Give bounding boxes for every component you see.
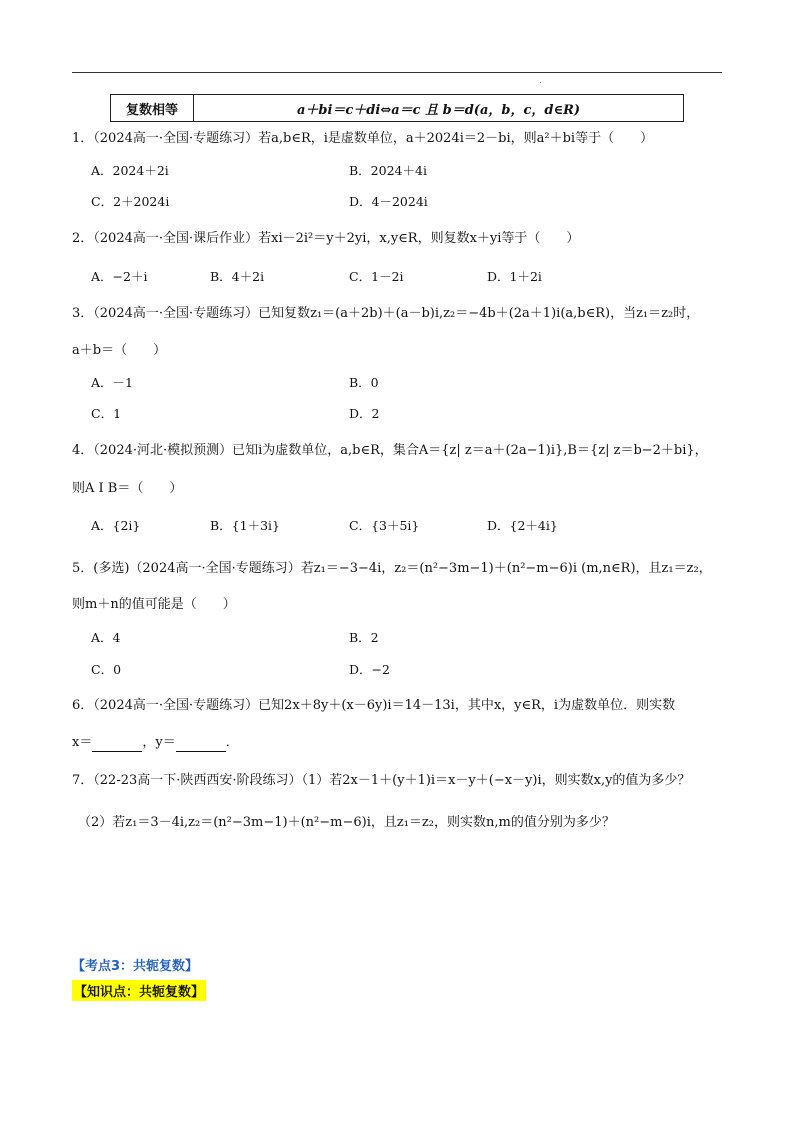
question-5-option-c: C．0 <box>91 662 122 677</box>
speck <box>540 82 541 83</box>
question-6-fill-line <box>72 734 239 752</box>
question-3-option-c: C．1 <box>91 406 122 421</box>
question-3-option-d: D．2 <box>349 406 380 421</box>
question-6-x-label: x＝ <box>72 735 93 750</box>
question-4-option-a: A．{2i} <box>91 518 141 533</box>
question-6-stem: 6．（2024高一·全国·专题练习）已知2x＋8y＋(x－6y)i＝14－13i，其中x，y∈R，i为虚数单位．则实数 <box>72 698 676 713</box>
question-2-option-b: B．4＋2i <box>210 269 265 284</box>
question-2-option-a: A．−2＋i <box>91 269 148 284</box>
question-5-option-d: D．−2 <box>349 662 390 677</box>
question-4-option-d: D．{2＋4i} <box>487 518 558 533</box>
question-4-stem: 4．（2024·河北·模拟预测）已知i为虚数单位，a,b∈R，集合A＝{z| z＝a＋(2a−1)i},B＝{z| z＝b−2＋bi}， <box>72 443 708 458</box>
question-5-option-b: B．2 <box>349 630 379 645</box>
question-4-option-c: C．{3＋5i} <box>349 518 420 533</box>
question-2-option-c: C．1－2i <box>349 269 404 284</box>
question-7-part-2: （2）若z₁＝3－4i,z₂＝(n²−3m−1)＋(n²−m−6)i，且z₁＝z₂，则实数n,m的值分别为多少？ <box>78 815 615 830</box>
question-4-option-b: B．{1＋3i} <box>210 518 280 533</box>
question-7-stem: 7．（22-23高一下·陕西西安·阶段练习）（1）若2x－1＋(y＋1)i＝x－y＋(−x－y)i，则实数x,y的值为多少？ <box>72 773 691 788</box>
question-1-option-d: D．4－2024i <box>349 194 428 209</box>
question-5-stem-cont: 则m＋n的值可能是（ ） <box>72 597 236 612</box>
question-6-y-blank[interactable] <box>176 737 226 752</box>
question-2-stem: 2．（2024高一·全国·课后作业）若xi－2i²＝y＋2yi，x,y∈R，则复数x＋yi等于（ ） <box>72 231 580 246</box>
question-5-stem: 5．(多选)（2024高一·全国·专题练习）若z₁＝−3−4i，z₂＝(n²−3m−1)＋(n²−m−6)i (m,n∈R)，且z₁＝z₂， <box>72 561 712 576</box>
question-5-option-a: A．4 <box>91 630 121 645</box>
zhishidian-heading: 【知识点：共轭复数】 <box>72 980 206 1001</box>
question-3-stem-cont: a＋b＝（ ） <box>72 343 167 358</box>
question-6-x-blank[interactable] <box>92 737 142 752</box>
reference-table-formula: a＋bi＝c＋di⇔a＝c 且 b＝d(a，b，c，d∈R) <box>296 102 581 118</box>
header-rule <box>72 72 722 73</box>
question-6-y-label: ，y＝ <box>142 735 176 750</box>
question-1-option-a: A．2024＋2i <box>91 163 169 178</box>
reference-table-title: 复数相等 <box>111 95 194 121</box>
question-6-end: ． <box>225 735 239 750</box>
reference-table <box>110 94 684 122</box>
question-3-option-a: A．－1 <box>91 375 133 390</box>
question-3-stem: 3．（2024高一·全国·专题练习）已知复数z₁＝(a＋2b)＋(a－b)i,z₂＝−4b＋(2a＋1)i(a,b∈R)，当z₁＝z₂时， <box>72 306 700 321</box>
question-1-option-b: B．2024＋4i <box>349 163 427 178</box>
kaodian-heading: 【考点3：共轭复数】 <box>72 959 199 974</box>
question-4-stem-cont: 则A I B＝（ ） <box>72 481 183 496</box>
question-1-option-c: C．2＋2024i <box>91 194 170 209</box>
question-3-option-b: B．0 <box>349 375 379 390</box>
question-2-option-d: D．1＋2i <box>487 269 542 284</box>
question-1-stem: 1．（2024高一·全国·专题练习）若a,b∈R，i是虚数单位，a＋2024i＝2－bi，则a²＋bi等于（ ） <box>72 131 654 146</box>
